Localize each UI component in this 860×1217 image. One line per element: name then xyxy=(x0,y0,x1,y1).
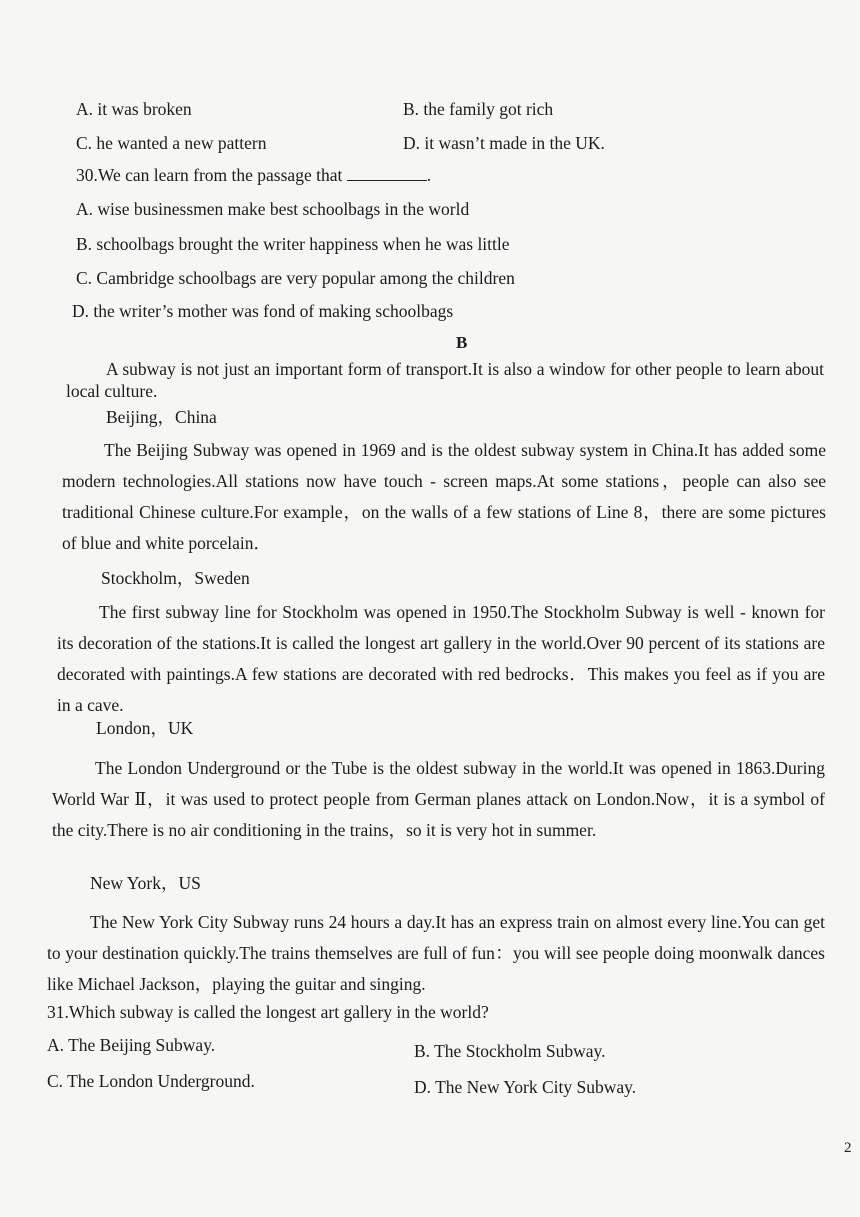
q30-option-d: D. the writer’s mother was fond of making schoolbags xyxy=(72,301,454,321)
q30-stem-text: 30.We can learn from the passage that xyxy=(76,165,347,185)
beijing-paragraph: The Beijing Subway was opened in 1969 and is the oldest subway system in China.It has added some modern technologies.All stations now have touch - screen maps.At some stations，people can also see traditional Chinese culture.For example，on the walls of a few stations of Line 8，there are some pictures of blue and white porcelain． xyxy=(62,440,826,553)
q30-option-b: B. schoolbags brought the writer happiness when he was little xyxy=(76,234,510,254)
page-number: 2 xyxy=(844,1140,852,1156)
q31-option-b: B. The Stockholm Subway. xyxy=(414,1041,606,1061)
q30-stem xyxy=(76,164,431,186)
city-heading-beijing: Beijing，China xyxy=(106,407,217,427)
q31-option-a: A. The Beijing Subway. xyxy=(47,1035,216,1055)
answer-blank xyxy=(347,166,427,181)
stockholm-paragraph: The first subway line for Stockholm was opened in 1950.The Stockholm Subway is well - known for its decoration of the stations.It is called the longest art gallery in the world.Over 90 percent of its stations are decorated with paintings.A few stations are decorated with red bedrocks．This makes you feel as if you are in a cave. xyxy=(57,602,825,715)
city-heading-london: London，UK xyxy=(96,718,194,738)
q30-option-c: C. Cambridge schoolbags are very popular among the children xyxy=(76,268,515,288)
section-heading: B xyxy=(456,333,468,352)
city-heading-newyork: New York，US xyxy=(90,873,201,893)
q29-option-b: B. the family got rich xyxy=(403,99,554,119)
q30-option-a: A. wise businessmen make best schoolbags in the world xyxy=(76,199,470,219)
london-paragraph: The London Underground or the Tube is the oldest subway in the world.It was opened in 1863.During World War Ⅱ，it was used to protect people from German planes attack on London.Now，it is a symbol of the city.There is no air conditioning in the trains，so it is very hot in summer. xyxy=(52,758,825,840)
city-heading-stockholm: Stockholm，Sweden xyxy=(101,568,250,588)
q30-stem-end: . xyxy=(426,165,432,185)
q31-option-d: D. The New York City Subway. xyxy=(414,1077,637,1097)
intro-paragraph: A subway is not just an important form of transport.It is also a window for other people to learn about local culture. xyxy=(66,359,824,401)
q31-stem: 31.Which subway is called the longest art gallery in the world? xyxy=(47,1002,489,1022)
q31-option-c: C. The London Underground. xyxy=(47,1071,255,1091)
q29-option-a: A. it was broken xyxy=(76,99,192,119)
q29-option-c: C. he wanted a new pattern xyxy=(76,133,267,153)
newyork-paragraph: The New York City Subway runs 24 hours a day.It has an express train on almost every line.You can get to your destination quickly.The trains themselves are full of fun：you will see people doing moonwalk dances like Michael Jackson，playing the guitar and singing. xyxy=(47,912,825,994)
q29-option-d: D. it wasn’t made in the UK. xyxy=(403,133,605,153)
